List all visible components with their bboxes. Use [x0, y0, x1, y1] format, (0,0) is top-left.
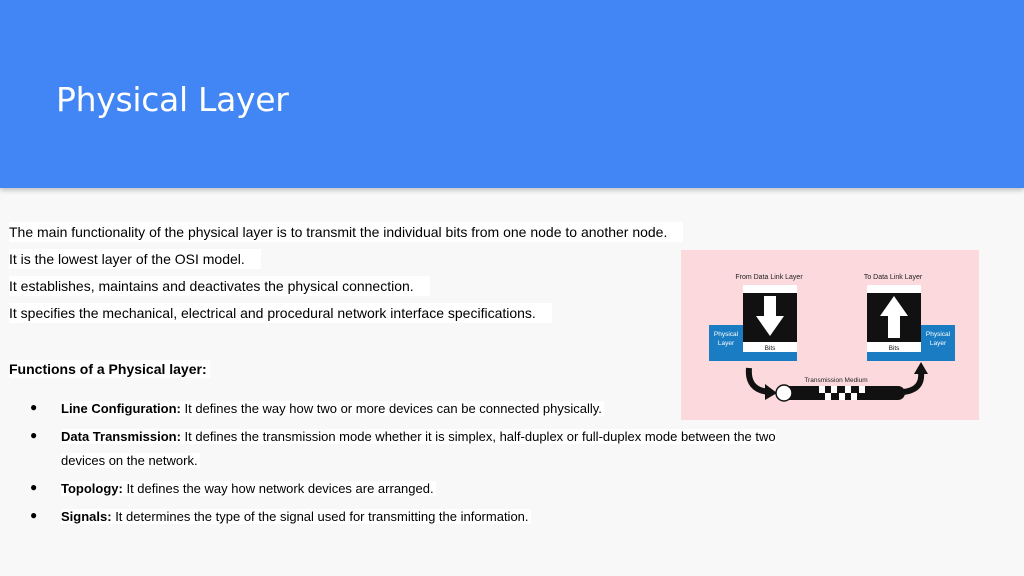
bullet-icon: ●: [30, 400, 38, 414]
function-desc: It defines the way how network devices are arranged.: [122, 481, 434, 496]
label-from-data-link: From Data Link Layer: [735, 274, 803, 281]
bits-label-right: Bits: [888, 345, 900, 352]
right-blue-band: [867, 352, 921, 361]
diagram-svg: [681, 250, 979, 420]
intro-line-3: It establishes, maintains and deactivates the physical connection.: [9, 276, 430, 296]
physical-label-right-1: Physical: [925, 331, 951, 338]
intro-line-2: It is the lowest layer of the OSI model.: [9, 249, 261, 269]
functions-list: [30, 397, 790, 533]
bullet-icon: ●: [30, 428, 38, 442]
intro-line-4: It specifies the mechanical, electrical and procedural network interface specifications.: [9, 303, 552, 323]
function-desc: It defines the transmission mode whether it is simplex, half-duplex or full-duplex mode between the two devices on the network.: [61, 429, 776, 468]
title-bar: [0, 0, 1024, 188]
curved-arrow-left-icon: [765, 384, 777, 400]
function-desc: It determines the type of the signal used for transmitting the information.: [111, 509, 529, 524]
cable-end-icon: [776, 385, 792, 401]
physical-label-right-2: Layer: [929, 340, 947, 347]
bits-label-left: Bits: [764, 345, 776, 352]
physical-label-left-1: Physical: [713, 331, 739, 338]
curved-arrow-right-line: [903, 372, 921, 392]
left-block-top-band: [743, 285, 797, 293]
list-item: [30, 397, 790, 421]
function-term: Signals:: [61, 509, 112, 524]
functions-heading: Functions of a Physical layer:: [9, 360, 210, 378]
physical-label-left-2: Layer: [717, 340, 735, 347]
intro-line-1: The main functionality of the physical layer is to transmit the individual bits from one node to another node.: [9, 222, 683, 242]
right-block-top-band: [867, 285, 921, 293]
label-to-data-link: To Data Link Layer: [863, 274, 923, 281]
function-term: Topology:: [61, 481, 123, 496]
function-term: Line Configuration:: [61, 401, 181, 416]
bullet-icon: ●: [30, 480, 38, 494]
slide-title: Physical Layer: [56, 80, 289, 119]
function-term: Data Transmission:: [61, 429, 181, 444]
list-item: [30, 505, 790, 529]
left-blue-band: [743, 352, 797, 361]
transmission-medium-label: Transmission Medium: [804, 377, 868, 384]
list-item: [30, 425, 790, 473]
bullet-icon: ●: [30, 508, 38, 522]
physical-layer-diagram: [681, 250, 979, 420]
list-item: [30, 477, 790, 501]
function-desc: It defines the way how two or more devices can be connected physically.: [180, 401, 602, 416]
curved-arrow-right-icon: [914, 362, 928, 374]
